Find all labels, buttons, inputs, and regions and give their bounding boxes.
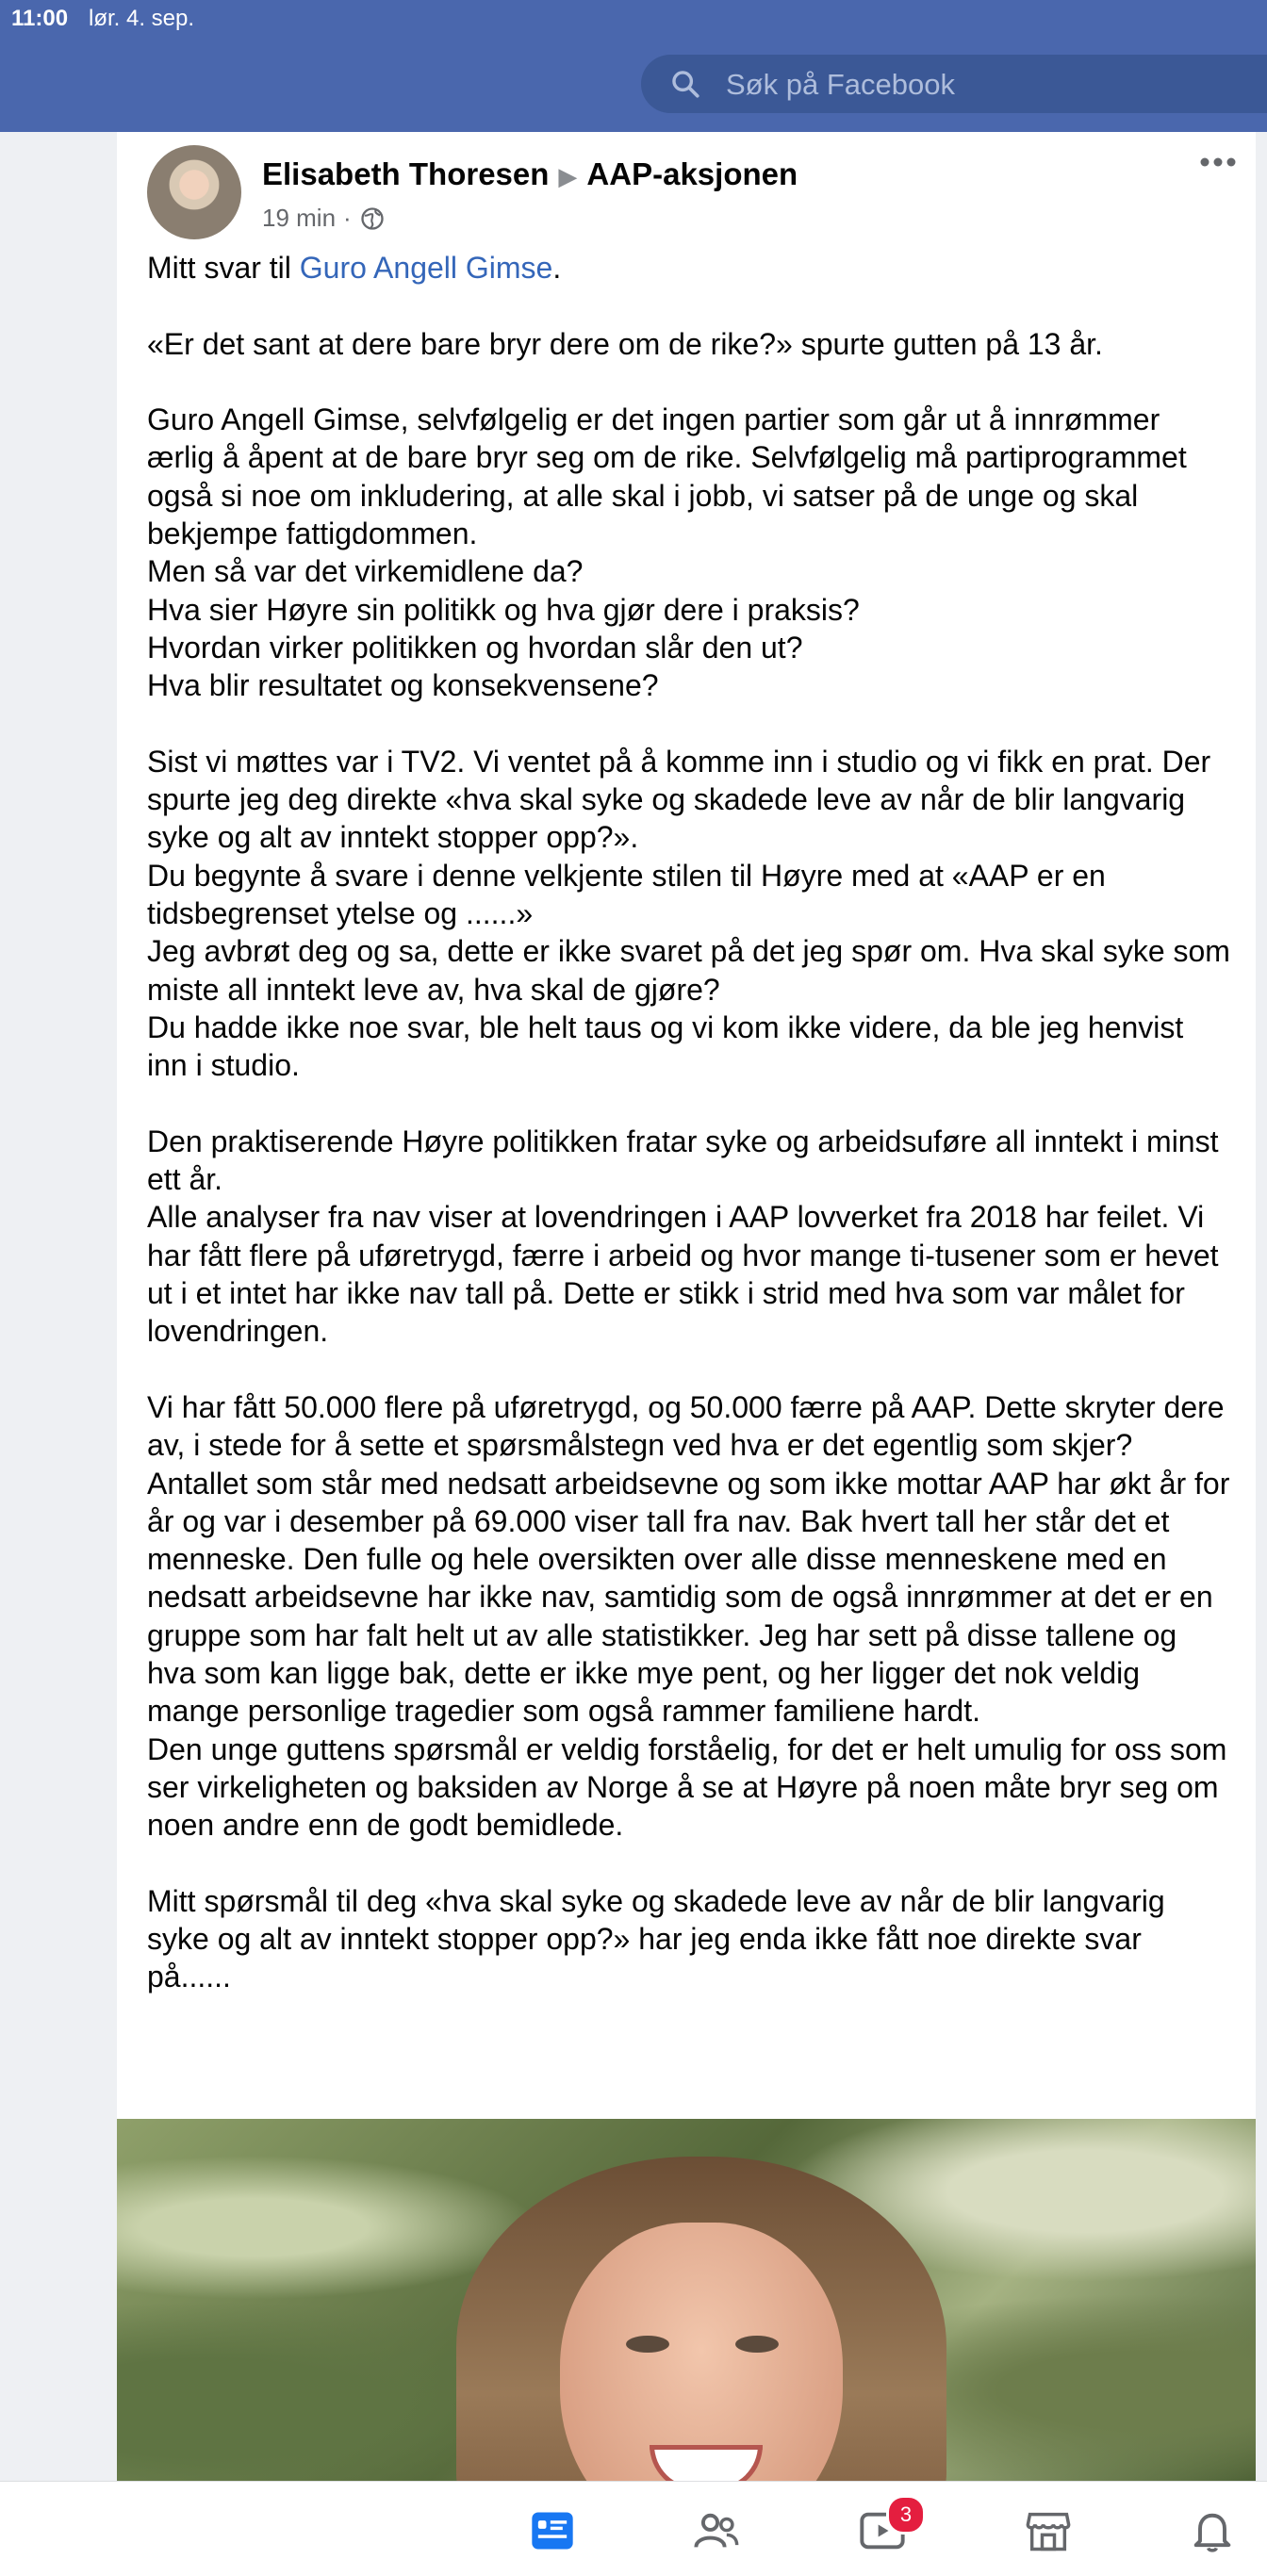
photo-face [560, 2223, 843, 2481]
intro-text: Mitt svar til [147, 251, 300, 285]
post-header [262, 156, 798, 192]
post-intro [147, 249, 1231, 287]
more-options-icon[interactable] [1199, 153, 1237, 172]
post-paragraph: «Er det sant at dere bare bryr dere om de rike?» spurte gutten på 13 år. [147, 326, 1103, 361]
post-card [117, 132, 1256, 2481]
group-name[interactable]: AAP-aksjonen [586, 156, 798, 191]
meta-separator: · [343, 204, 352, 232]
post-body [147, 249, 1231, 1996]
post-paragraph: Mitt spørsmål til deg «hva skal syke og skadede leve av når de blir langvarig syke og alt av inntekt stopper opp?» har jeg enda ikke fått noe direkte svar på...... [147, 1883, 1174, 1994]
post-paragraph: Vi har fått 50.000 flere på uføretrygd, og 50.000 færre på AAP. Dette skryter dere av, i stede for å sette et spørsmålstegn ved hva er det egentlig som skjer? Antallet som står med nedsatt arbeidsevne og som ikke mottar AAP har økt år for år og var i desember på 69.000 viser tall fra nav. Bak hvert tall her står det et menneske. Den fulle og hele oversikten over alle disse menneskene med en nedsatt arbeidsevne har ikke nav, samtidig som de også innrømmer at det er en gruppe som har falt helt ut av alle statistikker. Jeg har sett på disse tallene og hva som kan ligge bak, dette er ikke mye pent, og her ligger det nok veldig mange personlige tragedier som også rammer familiene hardt. Den unge guttens spørsmål er veldig forståelig, for det er helt umulig for oss som ser virkeligheten og baksiden av Norge å se at Høyre på noen måte bryr seg om noen andre enn de godt bemidlede. [147, 1389, 1230, 1843]
top-bar [0, 0, 1267, 132]
news-feed-icon[interactable] [528, 2506, 577, 2555]
notifications-icon[interactable] [1188, 2506, 1237, 2555]
arrow-right-icon: ▶ [558, 162, 578, 190]
globe-icon [359, 205, 386, 232]
post-paragraph: Sist vi møttes var i TV2. Vi ventet på å komme inn i studio og vi fikk en prat. Der spurte jeg deg direkte «hva skal syke og skadede leve av når de blir langvarig syke og alt av inntekt stopper opp?». Du begynte å svare i denne velkjente stilen til Høyre med at «AAP er en tidsbegrenset ytelse og ......» Jeg avbrøt deg og sa, dette er ikke svaret på det jeg spør om. Hva skal syke som miste all inntekt leve av, hva skal de gjøre? Du hadde ikke noe svar, ble helt taus og vi kom ikke videre, da ble jeg henvist inn i studio. [147, 744, 1230, 1083]
avatar[interactable] [147, 145, 241, 239]
intro-period: . [552, 251, 562, 285]
mention-link[interactable]: Guro Angell Gimse [299, 251, 553, 285]
marketplace-icon[interactable] [1024, 2506, 1073, 2555]
watch-badge: 3 [886, 2495, 926, 2535]
friends-icon[interactable] [692, 2506, 741, 2555]
post-meta [262, 204, 386, 233]
author-name[interactable]: Elisabeth Thoresen [262, 156, 550, 191]
search-bar[interactable] [641, 55, 1267, 113]
status-time: 11:00 [11, 6, 69, 31]
bottom-nav [0, 2481, 1267, 2576]
search-placeholder: Søk på Facebook [726, 68, 955, 101]
post-paragraph: Guro Angell Gimse, selvfølgelig er det ingen partier som går ut å innrømmer ærlig å åpent at de bare bryr seg om de rike. Selvfølgelig må partiprogrammet også si noe om inkludering, at alle skal i jobb, vi satser på de unge og skal bekjempe fattigdommen. Men så var det virkemidlene da? Hva sier Høyre sin politikk og hva gjør dere i praksis? Hvordan virker politikken og hvordan slår den ut? Hva blir resultatet og konsekvensene? [147, 402, 1187, 703]
post-paragraph: Den praktiserende Høyre politikken fratar syke og arbeidsuføre all inntekt i minst ett år. Alle analyser fra nav viser at lovendringen i AAP lovverket fra 2018 har feilet. Vi har fått flere på uføretrygd, færre i arbeid og hvor mange ti-tusener som er hevet ut i et intet har ikke nav tall på. Dette er stikk i strid med hva som var målet for lovendringen. [147, 1124, 1219, 1349]
watch-tab[interactable] [858, 2502, 913, 2555]
post-photo[interactable] [117, 2119, 1256, 2481]
status-date: lør. 4. sep. [89, 6, 195, 31]
post-time[interactable]: 19 min [262, 204, 337, 232]
search-icon [669, 68, 701, 100]
